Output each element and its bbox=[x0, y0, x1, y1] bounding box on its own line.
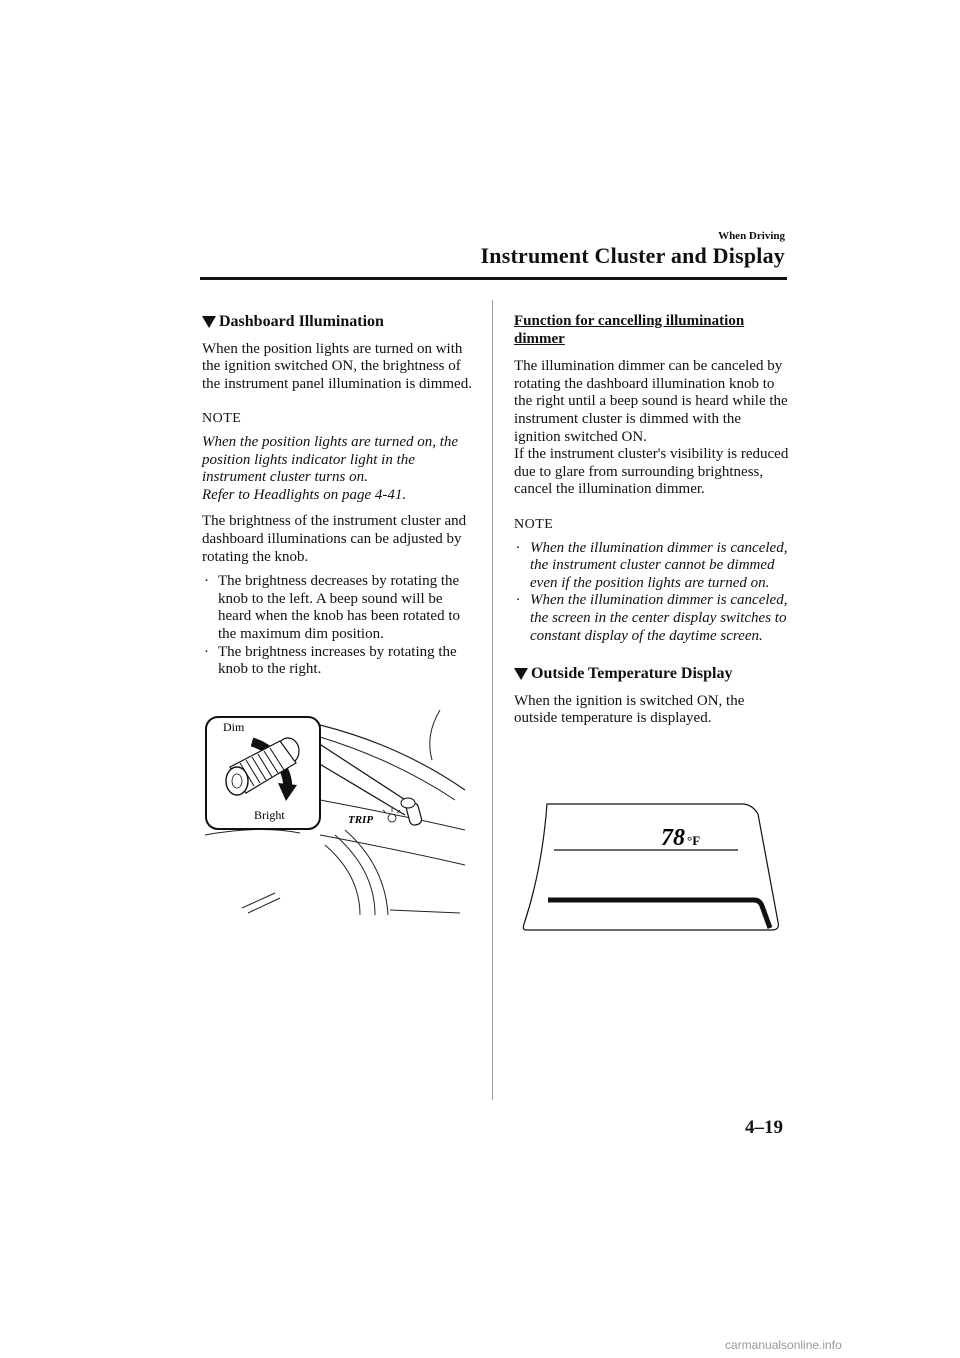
dim-label: Dim bbox=[223, 720, 245, 734]
heading-text: Dashboard Illumination bbox=[219, 313, 384, 330]
footer-watermark: carmanualsonline.info bbox=[725, 1338, 842, 1352]
triangle-bullet-icon bbox=[202, 316, 216, 328]
dashboard-outline bbox=[390, 910, 460, 913]
note-text: When the position lights are turned on, the position lights indicator light in the instrument cluster turns on. bbox=[202, 433, 459, 486]
cancel-paragraph: The illumination dimmer can be canceled by rotating the dashboard illumination knob to the right until a beep sound is heard while the instrument cluster is dimmed with the ignition switched ON. bbox=[514, 358, 788, 445]
temperature-display-figure bbox=[520, 800, 782, 932]
temperature-unit: °F bbox=[687, 833, 701, 848]
header-rule bbox=[200, 277, 787, 280]
note-bullet-list bbox=[514, 540, 789, 646]
intro-paragraph: When the position lights are turned on with the ignition switched ON, the brightness of the instrument panel illumination is dimmed. bbox=[202, 340, 472, 392]
dimmer-knob-figure bbox=[200, 705, 470, 920]
outside-temperature-heading bbox=[514, 665, 789, 683]
heading-text: Outside Temperature Display bbox=[531, 665, 733, 683]
note-label: NOTE bbox=[514, 516, 554, 532]
list-item: · When the illumination dimmer is canceled, the screen in the center display switches to constant display of the daytime screen. bbox=[516, 592, 788, 644]
list-item: · When the illumination dimmer is canceled, the instrument cluster cannot be dimmed even if the position lights are turned on. bbox=[516, 539, 788, 591]
glare-paragraph: If the instrument cluster's visibility is reduced due to glare from surrounding brightness, cancel the illumination dimmer. bbox=[514, 446, 789, 498]
section-label: When Driving bbox=[718, 230, 785, 242]
bullet-dot-icon: · bbox=[516, 592, 520, 609]
page-number: 4–19 bbox=[745, 1117, 783, 1138]
bullet-dot-icon: · bbox=[204, 573, 209, 590]
brightness-bullet-list bbox=[202, 573, 477, 679]
triangle-bullet-icon bbox=[514, 668, 528, 680]
list-item: · The brightness increases by rotating the knob to the right. bbox=[204, 643, 457, 678]
dashboard-outline bbox=[205, 829, 300, 835]
gauge-outline bbox=[345, 830, 388, 915]
adjust-paragraph: The brightness of the instrument cluster and dashboard illuminations can be adjusted by rotating the knob. bbox=[202, 513, 467, 565]
list-item: · The brightness decreases by rotating the knob to the left. A beep sound will be heard when the knob has been rotated to the maximum dim position. bbox=[204, 573, 460, 642]
column-divider bbox=[492, 300, 493, 1100]
bullet-dot-icon: · bbox=[516, 539, 520, 556]
dashboard-outline bbox=[320, 737, 455, 800]
temperature-paragraph: When the ignition is switched ON, the outside temperature is displayed. bbox=[514, 692, 745, 727]
stalk-outline bbox=[242, 893, 280, 913]
right-column bbox=[514, 313, 789, 728]
page-title: Instrument Cluster and Display bbox=[480, 243, 785, 268]
display-outline bbox=[523, 804, 778, 930]
note-label: NOTE bbox=[202, 411, 242, 427]
cancel-dimmer-subheading: Function for cancelling illumination dimmer bbox=[514, 313, 745, 347]
dashboard-outline bbox=[430, 710, 440, 760]
dashboard-outline bbox=[320, 800, 465, 830]
bullet-dot-icon: · bbox=[204, 643, 209, 660]
dashboard-outline bbox=[320, 725, 465, 790]
temperature-value: 78 bbox=[661, 825, 685, 851]
note-reference: Refer to Headlights on page 4-41. bbox=[202, 486, 407, 503]
left-column bbox=[202, 313, 477, 679]
dashboard-illumination-heading bbox=[202, 313, 477, 331]
gauge-outline bbox=[335, 835, 375, 915]
dashboard-outline bbox=[320, 835, 465, 865]
trip-label: TRIP bbox=[348, 814, 374, 826]
bright-label: Bright bbox=[254, 808, 285, 822]
dashboard-knob bbox=[401, 798, 423, 826]
